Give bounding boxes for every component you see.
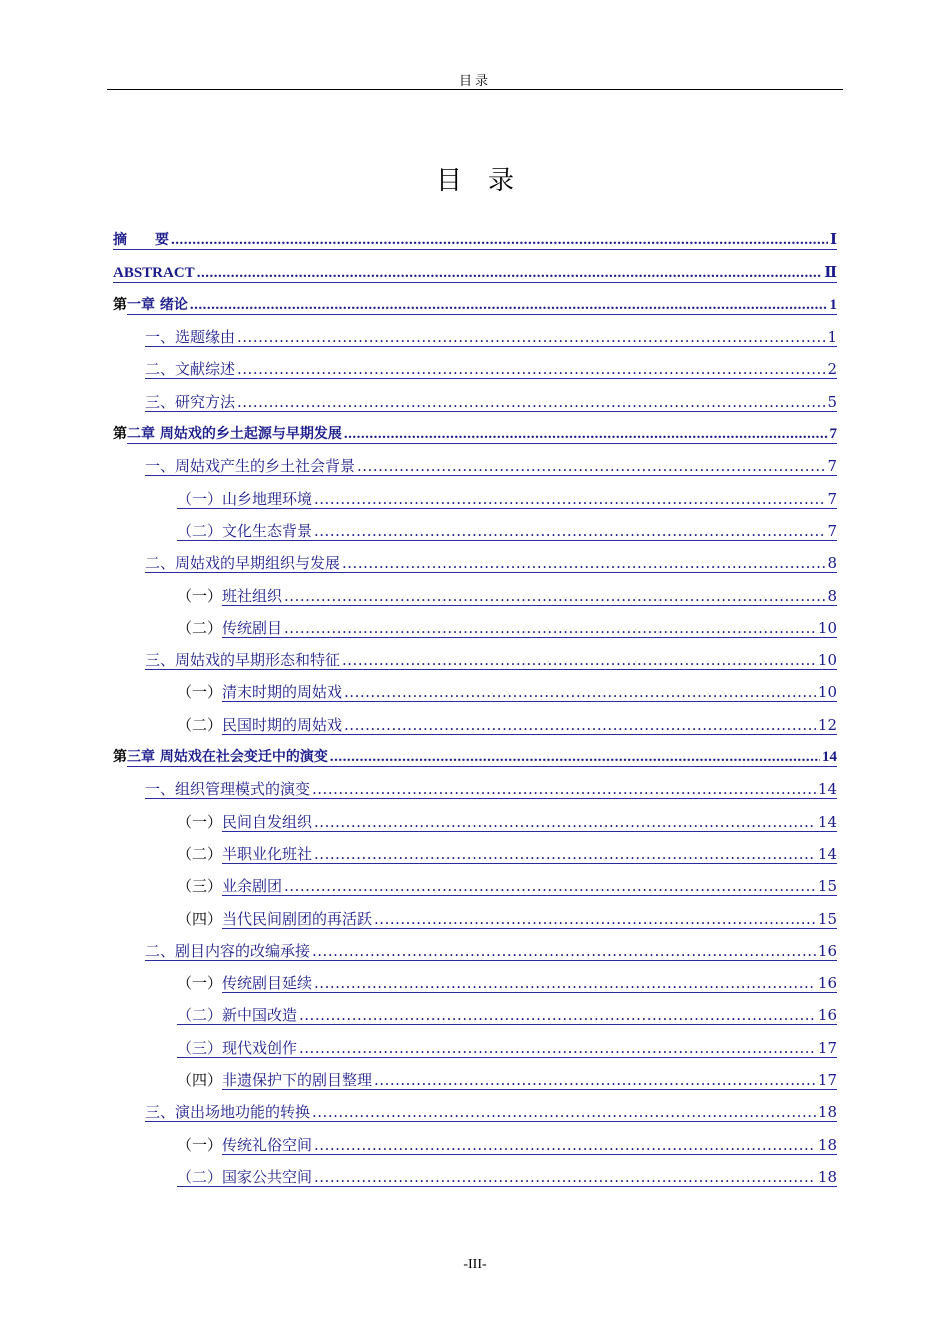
toc-entry-title xyxy=(177,716,342,734)
toc-entry-text: 二章 周姑戏的乡土起源与早期发展 xyxy=(127,426,342,443)
toc-entry-text: 民国时期的周姑戏 xyxy=(222,715,343,734)
toc-entry[interactable] xyxy=(113,1126,837,1158)
toc-leader-dots xyxy=(312,942,816,960)
toc-entry-page: 14 xyxy=(817,780,837,799)
toc-entry[interactable] xyxy=(113,642,837,674)
toc-entry-prefix: （二） xyxy=(177,715,223,734)
toc-entry-prefix: （一） xyxy=(177,586,223,605)
toc-leader-dots xyxy=(197,264,823,282)
toc-leader-dots xyxy=(237,360,825,378)
toc-entry-page: 18 xyxy=(817,1167,837,1186)
toc-link-underline xyxy=(145,798,837,799)
toc-link-underline xyxy=(177,1057,837,1058)
toc-entry-title xyxy=(177,522,312,540)
toc-entry-prefix: （一） xyxy=(177,812,223,831)
toc-entry-text: ABSTRACT xyxy=(113,264,195,281)
toc-link-underline xyxy=(222,734,837,735)
toc-entry-title xyxy=(177,1168,312,1186)
toc-entry-prefix: （二） xyxy=(177,844,223,863)
toc-entry[interactable] xyxy=(113,965,837,997)
toc-entry[interactable] xyxy=(113,610,837,642)
toc-entry[interactable] xyxy=(113,383,837,415)
toc-leader-dots xyxy=(374,1071,816,1089)
toc-entry-title xyxy=(177,619,282,637)
toc-entry-title xyxy=(177,1071,372,1089)
toc-entry-text: 民间自发组织 xyxy=(222,812,313,831)
toc-entry-title xyxy=(177,974,312,992)
toc-entry-text: 传统礼俗空间 xyxy=(222,1135,313,1154)
toc-leader-dots xyxy=(284,877,816,895)
toc-entry-title xyxy=(177,1136,312,1154)
toc-leader-dots xyxy=(314,845,816,863)
toc-link-underline xyxy=(222,637,837,638)
toc-link-underline xyxy=(113,249,837,250)
toc-entry-page: 10 xyxy=(817,651,837,670)
toc-entry-prefix: 第 xyxy=(113,296,127,313)
toc-entry-page: 18 xyxy=(817,1135,837,1154)
toc-entry-title xyxy=(145,942,310,960)
toc-entry[interactable] xyxy=(113,836,837,868)
toc-entry-page: 15 xyxy=(817,877,837,896)
toc-leader-dots xyxy=(342,554,825,572)
toc-entry-prefix: 第 xyxy=(113,749,127,766)
toc-entry-title xyxy=(145,393,235,411)
toc-entry[interactable] xyxy=(113,933,837,965)
toc-entry-page: 10 xyxy=(817,683,837,702)
toc-link-underline xyxy=(145,378,837,379)
toc-entry[interactable] xyxy=(113,1062,837,1094)
toc-entry-prefix: （一） xyxy=(177,974,223,993)
toc-entry-title xyxy=(177,683,342,701)
toc-entry-page: 14 xyxy=(822,749,837,766)
toc-leader-dots xyxy=(314,813,816,831)
toc-entry-text: 一、周姑戏产生的乡土社会背景 xyxy=(145,457,356,476)
toc-leader-dots xyxy=(344,425,828,443)
toc-entry-page: 18 xyxy=(817,1103,837,1122)
toc-leader-dots xyxy=(314,522,825,540)
toc-entry[interactable] xyxy=(113,739,837,771)
toc-entry-title xyxy=(145,780,310,798)
toc-entry-page: 16 xyxy=(817,1006,837,1025)
toc-leader-dots xyxy=(314,1168,816,1186)
toc-leader-dots xyxy=(357,457,825,475)
toc-entry-text: 传统剧目 xyxy=(222,618,283,637)
toc-entry-title xyxy=(145,328,235,346)
toc-entry-page: 5 xyxy=(827,392,837,411)
toc-link-underline xyxy=(222,928,837,929)
toc-link-underline xyxy=(145,1121,837,1122)
toc-entry-page: Ⅰ xyxy=(829,232,837,249)
toc-entry-text: 三、周姑戏的早期形态和特征 xyxy=(145,651,341,670)
toc-leader-dots xyxy=(312,1103,816,1121)
toc-entry-page: 7 xyxy=(829,426,837,443)
toc-entry-prefix: （四） xyxy=(177,909,223,928)
toc-entry-text: 三、演出场地功能的转换 xyxy=(145,1103,311,1122)
running-header: 目录 xyxy=(458,74,491,89)
toc-entry[interactable] xyxy=(113,513,837,545)
toc-entry-text: 三、研究方法 xyxy=(145,392,236,411)
toc-entry-title xyxy=(145,457,355,475)
toc-link-underline xyxy=(145,475,837,476)
toc-link-underline xyxy=(222,1089,837,1090)
header-rule xyxy=(107,89,843,90)
toc-link-underline xyxy=(177,508,837,509)
toc-leader-dots xyxy=(284,619,816,637)
toc-entry-title xyxy=(177,813,312,831)
toc-leader-dots xyxy=(299,1006,816,1024)
toc-entry-page: 14 xyxy=(817,812,837,831)
toc-entry-text: 二、文献综述 xyxy=(145,360,236,379)
toc-leader-dots xyxy=(171,231,828,249)
toc-link-underline xyxy=(222,895,837,896)
toc-entry-page: Ⅱ xyxy=(824,264,837,281)
toc-leader-dots xyxy=(314,974,816,992)
toc-leader-dots xyxy=(374,910,816,928)
toc-entry-text: 当代民间剧团的再活跃 xyxy=(222,909,373,928)
toc-entry[interactable] xyxy=(113,997,837,1029)
toc-link-underline xyxy=(177,540,837,541)
toc-entry-text: （二）国家公共空间 xyxy=(177,1167,313,1186)
toc-leader-dots xyxy=(237,393,825,411)
toc-link-underline xyxy=(127,443,837,444)
toc-entry-page: 7 xyxy=(827,489,837,508)
toc-entry-prefix: （二） xyxy=(177,618,223,637)
toc-entry-title xyxy=(113,296,188,314)
toc-entry-title xyxy=(113,748,328,766)
toc-entry[interactable] xyxy=(113,222,837,254)
toc-entry-text: 二、剧目内容的改编承接 xyxy=(145,941,311,960)
toc-entry-text: 半职业化班社 xyxy=(222,844,313,863)
toc-entry-prefix: 第 xyxy=(113,426,127,443)
toc-entry[interactable] xyxy=(113,319,837,351)
toc-entry-page: 7 xyxy=(827,521,837,540)
toc-entry-prefix: （一） xyxy=(177,1135,223,1154)
toc-leader-dots xyxy=(330,748,820,766)
toc-leader-dots xyxy=(344,716,816,734)
toc-entry-text: 摘 要 xyxy=(113,232,169,249)
toc-link-underline xyxy=(222,605,837,606)
toc-entry-prefix: （一） xyxy=(177,683,223,702)
toc-entry-page: 16 xyxy=(817,974,837,993)
toc-entry-title xyxy=(113,264,195,282)
toc-entry-page: 17 xyxy=(817,1071,837,1090)
toc-entry[interactable] xyxy=(113,545,837,577)
toc-entry-text: 一章 绪论 xyxy=(127,296,188,313)
toc-link-underline xyxy=(113,282,837,283)
toc-link-underline xyxy=(145,669,837,670)
toc-link-underline xyxy=(222,1154,837,1155)
toc-entry[interactable] xyxy=(113,803,837,835)
toc-link-underline xyxy=(127,314,837,315)
toc-entry[interactable] xyxy=(113,448,837,480)
toc-entry-page: 7 xyxy=(827,457,837,476)
toc-leader-dots xyxy=(312,780,816,798)
toc-entry-page: 16 xyxy=(817,941,837,960)
toc-entry-text: （一）山乡地理环境 xyxy=(177,489,313,508)
toc-link-underline xyxy=(145,346,837,347)
toc-entry-page: 14 xyxy=(817,844,837,863)
toc-leader-dots xyxy=(284,587,825,605)
toc-link-underline xyxy=(222,992,837,993)
toc-entry-title xyxy=(177,587,282,605)
toc-leader-dots xyxy=(299,1039,816,1057)
toc-link-underline xyxy=(145,572,837,573)
toc-entry-text: （二）新中国改造 xyxy=(177,1006,298,1025)
toc-entry-title xyxy=(177,1006,297,1024)
toc-entry-title xyxy=(177,845,312,863)
toc-entry-text: 二、周姑戏的早期组织与发展 xyxy=(145,554,341,573)
toc-entry-text: 传统剧目延续 xyxy=(222,974,313,993)
toc-entry[interactable] xyxy=(113,900,837,932)
toc-entry-title xyxy=(177,910,372,928)
toc-entry[interactable] xyxy=(113,1029,837,1061)
toc-entry[interactable] xyxy=(113,577,837,609)
toc-entry-title xyxy=(145,360,235,378)
toc-leader-dots xyxy=(314,490,825,508)
toc-entry-page: 15 xyxy=(817,909,837,928)
toc-entry-title xyxy=(113,231,169,249)
toc-entry[interactable] xyxy=(113,1094,837,1126)
toc-entry-page: 10 xyxy=(817,618,837,637)
toc-entry-text: 班社组织 xyxy=(222,586,283,605)
toc-entry[interactable] xyxy=(113,868,837,900)
toc-entry-title xyxy=(177,490,312,508)
toc-entry[interactable] xyxy=(113,706,837,738)
toc-entry-text: 三章 周姑戏在社会变迁中的演变 xyxy=(127,749,328,766)
toc-link-underline xyxy=(145,960,837,961)
toc-entry-page: 2 xyxy=(827,360,837,379)
toc-link-underline xyxy=(222,863,837,864)
toc-entry-text: 一、组织管理模式的演变 xyxy=(145,780,311,799)
toc-entry-page: 8 xyxy=(827,586,837,605)
toc-entry-prefix: （三） xyxy=(177,877,223,896)
toc-link-underline xyxy=(127,766,837,767)
toc-entry-title xyxy=(145,651,340,669)
toc-entry[interactable] xyxy=(113,480,837,512)
toc-entry-title xyxy=(145,554,340,572)
toc-leader-dots xyxy=(237,328,825,346)
page-title: 目录 xyxy=(435,166,540,196)
toc-entry-title xyxy=(177,877,282,895)
toc-entry-title xyxy=(145,1103,310,1121)
toc-entry[interactable] xyxy=(113,1159,837,1191)
toc-entry-text: 清末时期的周姑戏 xyxy=(222,683,343,702)
toc-entry-text: 一、选题缘由 xyxy=(145,328,236,347)
toc-link-underline xyxy=(177,1024,837,1025)
toc-entry-page: 8 xyxy=(827,554,837,573)
toc-entry[interactable] xyxy=(113,771,837,803)
toc-entry-page: 17 xyxy=(817,1038,837,1057)
toc-link-underline xyxy=(177,1186,837,1187)
toc-link-underline xyxy=(222,701,837,702)
toc-link-underline xyxy=(145,411,837,412)
toc-entry-page: 1 xyxy=(829,296,837,313)
toc-entry-title xyxy=(113,425,342,443)
toc-leader-dots xyxy=(344,683,816,701)
toc-entry-text: 非遗保护下的剧目整理 xyxy=(222,1071,373,1090)
toc-entry-text: 业余剧团 xyxy=(222,877,283,896)
toc-link-underline xyxy=(222,831,837,832)
toc-entry[interactable] xyxy=(113,287,837,319)
toc-entry-page: 1 xyxy=(827,328,837,347)
toc-entry[interactable] xyxy=(113,351,837,383)
toc-leader-dots xyxy=(314,1136,816,1154)
toc-entry-title xyxy=(177,1039,297,1057)
page-number: -III- xyxy=(463,1257,487,1272)
toc-entry[interactable] xyxy=(113,416,837,448)
toc-leader-dots xyxy=(342,651,816,669)
table-of-contents xyxy=(113,222,837,1191)
toc-entry-text: （三）现代戏创作 xyxy=(177,1038,298,1057)
toc-entry-page: 12 xyxy=(817,715,837,734)
toc-entry[interactable] xyxy=(113,674,837,706)
toc-leader-dots xyxy=(190,296,828,314)
toc-entry-text: （二）文化生态背景 xyxy=(177,521,313,540)
toc-entry-prefix: （四） xyxy=(177,1071,223,1090)
toc-entry[interactable] xyxy=(113,254,837,286)
